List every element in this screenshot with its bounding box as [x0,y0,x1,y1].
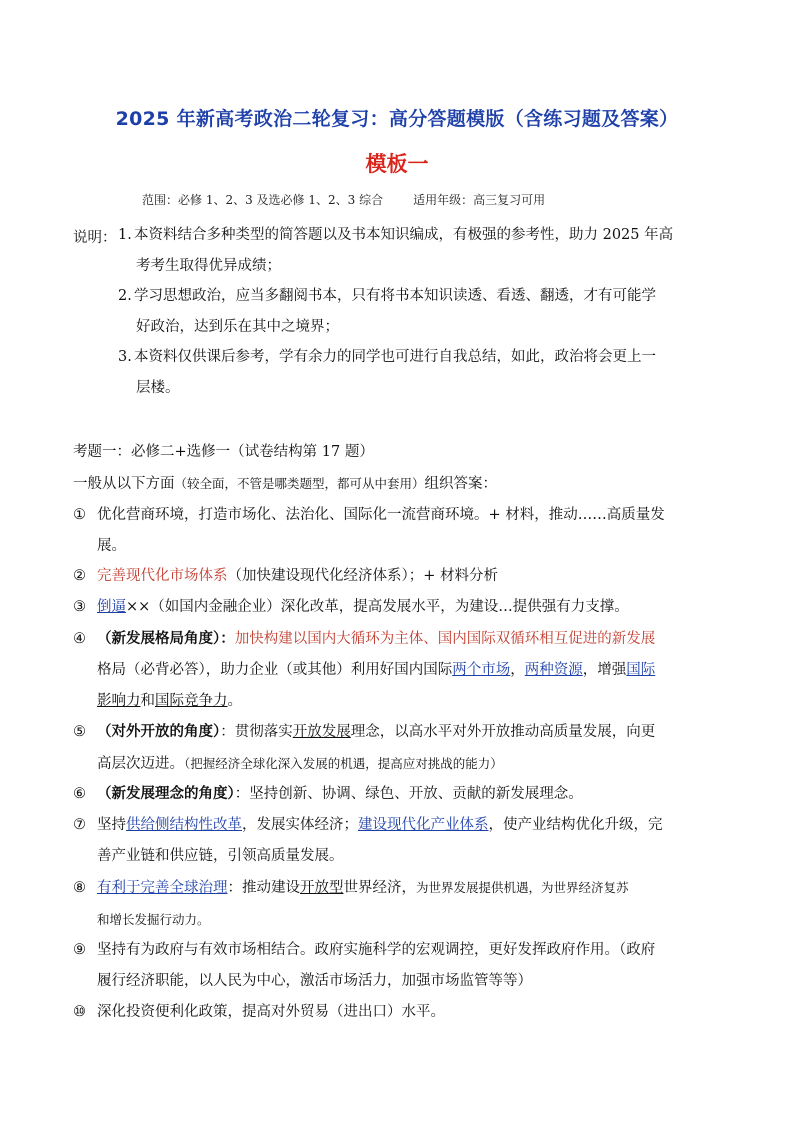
answer-item: ④ （新发展格局角度）：加快构建以国内大循环为主体、国内国际双循环相互促进的新发展 格局（必背必答），助力企业（或其他）利用好国内国际两个市场，两种资源，增强国际 影响力和国际竞争力。 [73,630,656,709]
grade-text: 适用年级：高三复习可用 [413,193,546,207]
answer-item: ⑩ 深化投资便利化政策，提高对外贸易（进出口）水平。 [73,1004,445,1020]
question-intro: 一般从以下方面（较全面，不管是哪类题型，都可从中套用）组织答案： [73,476,498,492]
answer-item: ⑨ 坚持有为政府与有效市场相结合。政府实施科学的宏观调控，更好发挥政府作用。（政府 履行经济职能，以人民为中心，激活市场活力，加强市场监管等等） [73,942,656,989]
note-item: 1. 本资料结合多种类型的简答题以及书本知识编成，有极强的参考性，助力 2025 年高 考考生取得优异成绩； [118,227,674,274]
scope-text: 范围：必修 1、2、3 及选必修 1、2、3 综合 [142,193,384,207]
answer-item: ③ 倒逼××（如国内金融企业）深化改革，提高发展水平，为建设…提供强有力支撑。 [73,599,629,615]
question-heading: 考题一：必修二+选修一（试卷结构第 17 题） [73,444,374,460]
answer-item: ② 完善现代化市场体系（加快建设现代化经济体系）；+ 材料分析 [73,568,499,584]
answer-item: ⑧ 有利于完善全球治理：推动建设开放型世界经济，为世界发展提供机遇，为世界经济复苏 和增长发掘行动力。 [73,880,629,927]
answer-item: ⑥ （新发展理念的角度）：坚持创新、协调、绿色、开放、贡献的新发展理念。 [73,785,583,802]
scope-line [142,191,545,208]
notes-label: 说明： [73,230,117,246]
template-heading: 模板一 [365,152,429,176]
answer-item: ⑦ 坚持供给侧结构性改革，发展实体经济；建设现代化产业体系，使产业结构优化升级，完 善产业链和供应链，引领高质量发展。 [73,817,663,864]
note-item: 2. 学习思想政治，应当多翻阅书本，只有将书本知识读透、看透、翻透，才有可能学 好政治，达到乐在其中之境界； [118,288,656,335]
document-title: 2025 年新高考政治二轮复习：高分答题模版（含练习题及答案） [115,108,679,130]
answer-item: ⑤ （对外开放的角度）：贯彻落实开放发展理念，以高水平对外开放推动高质量发展，向更 高层次迈进。（把握经济全球化深入发展的机遇，提高应对挑战的能力） [73,723,656,772]
answer-item: ① 优化营商环境，打造市场化、法治化、国际化一流营商环境。+ 材料，推动……高质量发 展。 [73,507,665,554]
note-item: 3. 本资料仅供课后参考，学有余力的同学也可进行自我总结，如此，政治将会更上一 层楼。 [118,349,656,396]
